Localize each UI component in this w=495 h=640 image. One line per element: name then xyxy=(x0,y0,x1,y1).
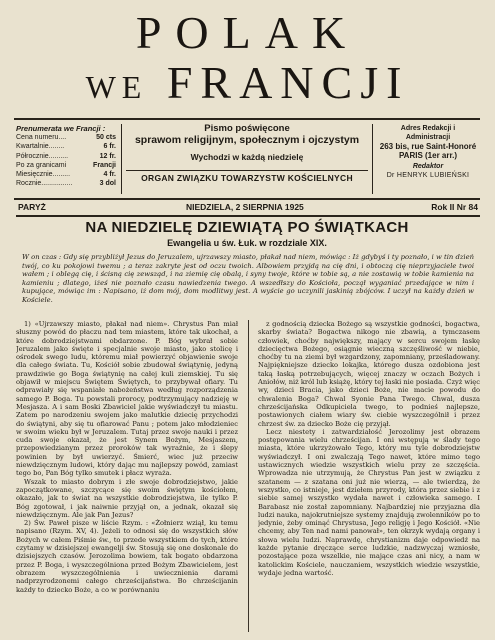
price-row: Cena numeru.... 50 cts xyxy=(16,134,116,142)
editorial-address xyxy=(376,124,480,180)
band-divider xyxy=(372,124,373,194)
article-column-2 xyxy=(258,320,480,632)
price-row: Po za granicami Francji xyxy=(16,161,116,169)
desc-line-a: Pismo poświęcone xyxy=(204,123,290,134)
desc-line-d: ORGAN ZWIĄZKU TOWARZYSTW KOŚCIELNYCH xyxy=(126,170,368,183)
masthead-line-1: POLAK xyxy=(135,7,360,58)
issue-number: Rok II Nr 84 xyxy=(431,202,478,212)
subscription-prices xyxy=(16,124,116,188)
paragraph: 1) «Ujrzawszy miasto, płakał nad niem». Chrystus Pan miał słuszny powód do płaczu nad tem miastem, które tak ukochał, a które dobrodziejstwami obdarzone. P. Bóg wybrał sobie Jeruzalem jako święte i specjalnie swoje miasto, jako stolicę i ośrodek swego ludu, któremu miał powierzyć objawienie swoje dla całego świata. Tu, Kościół sobie zbudował świątynię, jedyną prawdziwie go Boga świątynię na całej kuli ziemskiej. Tu się objawił w miejscu Świętem Świętych, to przybywał ofiary. Tu odprawiały się wspaniałe nabożeństwa według rozporządzenia samego P. Boga. Tu powstali prorocy, podtrzymujący nadzieję w Mesjasza. A i sam Boski Zbawiciel jakie wyświadczył tu miastu. Zatem po narodzeniu swojem jako malutkie dziecię przychodzi do świątyni, aby się tu ofiarować Panu ; potem jako młodzieniec w swoim wieku był w Jeruzalem. Tutaj przez swoje nauki i przez cuda swoje okazał, że jest Synem Bożym, Mesjaszem, przepowiedzianym przez proroków tak wyraźnie, że i ślepy powinien by był uwierzyć. Śmierć, wiec już przeciw niewdzięcznym ludowi, który dając mu najlepszy powód, zamiast tego bo, Pan Bóg tylko smutek i płacz wyraża. xyxy=(16,320,238,478)
paragraph: z godnością dziecka Bożego są wszystkie godności, bogactwa, skarby świata? Bogactwa nikogo nie zbawią, a tymczasem człowiek, choćby największy, mający w sercu swojem łaskę dziecięctwa Bożego, osiągnie wieczną szczęśliwość w niebie, choćby tu na ziemi był wzgardzony, zapomniany, prześladowany. Najpiękniejsze dziecko lokajka, którego dusza ozdobiona jest taką łaską potrzebujących, więcej znaczy w oczach Bożych i Aniołów, niż król lub książę, który tej łaski nie posiada. Czyż więc wy, dzieci Bracia, jako dzieci Boże, nie macie powodu do chwalenia Boga? Chwal Syonie Pana Twego. Chwal, dusza chrześcijańska Odkupiciela twego, to podnieś najlepsze, postawionych ciałem wiary św. ciebie wyszczególnił i przez chrzest św. za dziecko Boże cię przyjął. xyxy=(258,320,480,428)
publication-description xyxy=(126,123,368,183)
gospel-passage: W on czas : Gdy się przybliżył Jezus do Jeruzalem, ujrzawszy miasto, płakał nad niem, mówiąc : Iż gdybyś i ty poznało, i w tin dzień twój, co ku pokojowi twemu ; a teraz zakryte jest od oczu twoich. Albowiem przyjdą na cię dni, i obtoczą cię nieprzyjaciele twoi wałem ; i oblegą cię, i ścisną cię zewsząd, i na ziemię cię obalą, i syny twoje, które w tobie są, a nie zostawią w tobie kamienia na kamieniu ; dlatego, iżeś nie poznało czasu nawiedzenia twego. A wszedłszy do Kościoła, począł wyganiać przedające w nim i kupujące, mówiąc im : Napisano, iż dom mój, dom modlitwy jest. A wyście go uczynili jaskinią zbójców. I uczył na każdy dzień w Kościele. xyxy=(22,253,474,304)
desc-line-c: Wychodzi w każdą niedzielę xyxy=(190,152,304,162)
paragraph: Wszak to miasto dobrym i złe swoje dobrodziejstwo, jakie zapoczątkowane, szczycące się swoim świętym kościołem, okazało, jak to świat na wszystkie dobrodziejstwa, ile tylko P. Bóg zgotował, i jak naiwnie przyjął on, a jednak, okazał się niewdzięcznym. Ale jak Pan Jezus? xyxy=(16,477,238,519)
address-line-2: Administracji xyxy=(405,134,451,141)
paragraph: 2) Św. Paweł pisze w liście Rzym. : «Żołnierz wziął, ku temu napisano (Rzym. XV, 4). Jeżeli to odnosi się do wszystkich słów Bożych w całem Piśmie św., to przede wszystkiem do tych, które czytamy w dzisiejszej ewangelji św. Stosują się one doskonale do dzisiejszych czasów. Jerozolima bowiem, tak bogato obdarzona przez P. Boga, i wyszczególniona przed Bożym Zbawicielem, jest obrazem wyszczególnienia i uwiecznienia darami nadprzyrodzonemi całego chrześcijaństwa. Bo chrześcijanin każdy to dziecko Boże, a co w porównaniu xyxy=(16,519,238,594)
paragraph: Lecz niestety i zatwardziałość Jerozolimy jest obrazem postępowania wielu chrześcijan. I oni wstępują w ślady tego miasta, które ukrzyżowało Tego, który mu tyle dobrodziejstw wyświadczył. I oni zwalczają Tego nawet, które mimo tego ustawicznych wiedzie wszystkich wielu przy ze szczęścia. Wprowadza nie utrzymują, że Chrystus Pan jest w związku z szatanem — z szatana oni już nie wierzą, — ale twierdzą, że wszystko, co istnieje, jest dziełem przyrody, która przez siebie i z siebie samej wszystko wydała nawet i człowieka samego. I Barabasz nie został zapomniany. Najbardziej nie przyjazna dla ludzi nauka, najokrutniejsze systemy znajdują zwolenników po to jedynie, żeby ominąć Chrystusa, Jego religję i Jego Kościół. «Nie chcemy, aby Ten nad nami panował», ten okrzyk wydają organy i słowa wielu ludzi. Naprawdę, chrystianizm daje odpowiedź na każde pytanie dręczące serce ludzkie, nadzwyczaj wzniosłe, pozostające poza wszelkie, nie mające czas ani nicy, a nam w katolickim Kościele, nauczaniem, wszystkich wiedzie wszystkie, wydaje jedna wartość. xyxy=(258,427,480,577)
desc-line-b: sprawom religijnym, społecznym i ojczystym xyxy=(134,134,360,146)
masthead xyxy=(0,6,495,114)
masthead-francji: FRANCJI xyxy=(166,57,410,108)
address-line-3: 263 bis, rue Saint-Honoré xyxy=(379,142,477,151)
price-row: Kwartalnie........ 6 fr. xyxy=(16,143,116,151)
price-row: Rocznie................ 3 dol xyxy=(16,180,116,188)
editor-title: Redaktor xyxy=(412,163,444,170)
issue-date: NIEDZIELA, 2 SIERPNIA 1925 xyxy=(186,202,304,212)
band-divider xyxy=(121,124,122,194)
article-title: NA NIEDZIELĘ DZIEWIĄTĄ PO ŚWIĄTKACH xyxy=(85,219,409,236)
article-subtitle: Ewangelia u św. Łuk. w rozdziale XIX. xyxy=(167,238,327,248)
price-row: Półrocznie.......... 12 fr. xyxy=(16,152,116,160)
masthead-line-2 xyxy=(0,57,495,110)
column-divider xyxy=(248,320,249,632)
masthead-we: WE xyxy=(85,69,148,105)
info-band xyxy=(14,118,480,200)
address-line-1: Adres Redakcji i xyxy=(400,125,456,132)
prices-title: Prenumerata we Francji : xyxy=(16,124,106,133)
issue-bar xyxy=(16,201,480,217)
article-heading xyxy=(14,219,480,249)
article-body xyxy=(16,320,480,632)
editor-name: Dr HENRYK LUBIEŃSKI xyxy=(386,172,470,179)
issue-city: PARYŻ xyxy=(18,202,46,212)
address-line-4: PARIS (1er arr.) xyxy=(398,151,458,160)
price-row: Miesięcznie......... 4 fr. xyxy=(16,171,116,179)
article-column-1 xyxy=(16,320,238,632)
